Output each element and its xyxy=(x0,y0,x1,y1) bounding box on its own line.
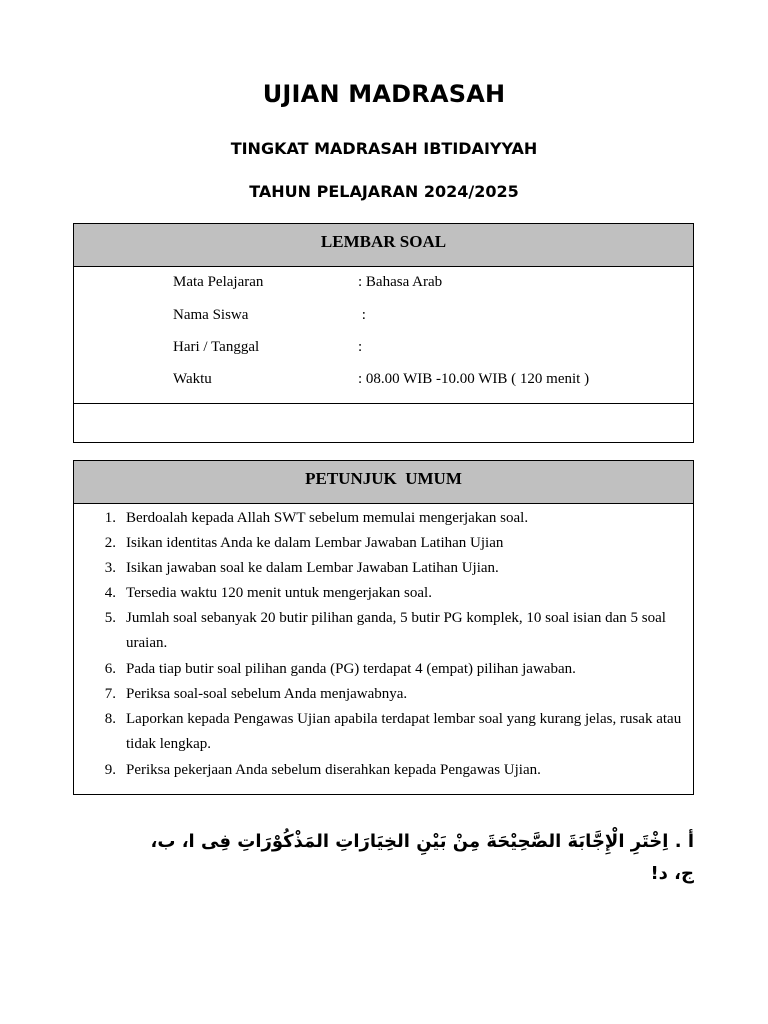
list-item-number: 7. xyxy=(104,686,116,702)
lembar-soal-heading: LEMBAR SOAL xyxy=(74,224,693,267)
list-item-text: Isikan identitas Anda ke dalam Lembar Jawaban Latihan Ujian xyxy=(126,535,504,551)
arabic-instruction: أ . اِخْتَرِ الْإِجَّابَةَ الصَّحِيْحَةَ مِنْ بَيْنِ الخِيَارَاتِ المَذْكُوْرَاتِ فِى ا، ب، ج، د! xyxy=(150,831,694,884)
field-label-mata-pelajaran: Mata Pelajaran xyxy=(173,274,264,290)
list-item-number: 4. xyxy=(104,585,116,601)
list-item-number: 5. xyxy=(104,610,116,626)
list-item-text: Jumlah soal sebanyak 20 butir pilihan ganda, 5 butir PG komplek, 10 soal isian dan 5 soal uraian. xyxy=(126,610,666,651)
list-item-text: Laporkan kepada Pengawas Ujian apabila terdapat lembar soal yang kurang jelas, rusak atau tidak lengkap. xyxy=(126,711,682,752)
list-item-text: Isikan jawaban soal ke dalam Lembar Jawaban Latihan Ujian. xyxy=(126,560,499,576)
list-item-number: 3. xyxy=(104,560,116,576)
list-item-number: 9. xyxy=(104,762,116,778)
field-label-nama-siswa: Nama Siswa xyxy=(173,307,249,323)
exam-year: TAHUN PELAJARAN 2024/2025 xyxy=(249,182,519,201)
box-divider xyxy=(74,403,693,404)
list-item-text: Periksa soal-soal sebelum Anda menjawabnya. xyxy=(126,686,408,702)
list-item-number: 1. xyxy=(104,510,116,526)
list-item-number: 2. xyxy=(104,535,116,551)
list-item-number: 6. xyxy=(104,661,116,677)
field-value-mata-pelajaran: : Bahasa Arab xyxy=(358,274,443,290)
petunjuk-umum-box xyxy=(73,460,694,795)
field-label-hari-tanggal: Hari / Tanggal xyxy=(173,339,260,355)
list-item-text: Pada tiap butir soal pilihan ganda (PG) terdapat 4 (empat) pilihan jawaban. xyxy=(126,661,576,677)
list-item-text: Periksa pekerjaan Anda sebelum diserahkan kepada Pengawas Ujian. xyxy=(126,762,541,778)
list-item-text: Tersedia waktu 120 menit untuk mengerjakan soal. xyxy=(126,585,432,601)
field-label-waktu: Waktu xyxy=(173,371,212,387)
exam-level: TINGKAT MADRASAH IBTIDAIYYAH xyxy=(230,139,538,158)
field-value-nama-siswa: : xyxy=(358,307,366,323)
field-value-hari-tanggal: : xyxy=(358,339,363,355)
list-item-number: 8. xyxy=(104,711,116,727)
list-item-text: Berdoalah kepada Allah SWT sebelum memulai mengerjakan soal. xyxy=(126,510,529,526)
exam-title: UJIAN MADRASAH xyxy=(262,80,506,108)
field-value-waktu: : 08.00 WIB -10.00 WIB ( 120 menit ) xyxy=(358,371,590,387)
lembar-soal-box xyxy=(73,223,694,443)
petunjuk-heading: PETUNJUK UMUM xyxy=(74,461,693,504)
